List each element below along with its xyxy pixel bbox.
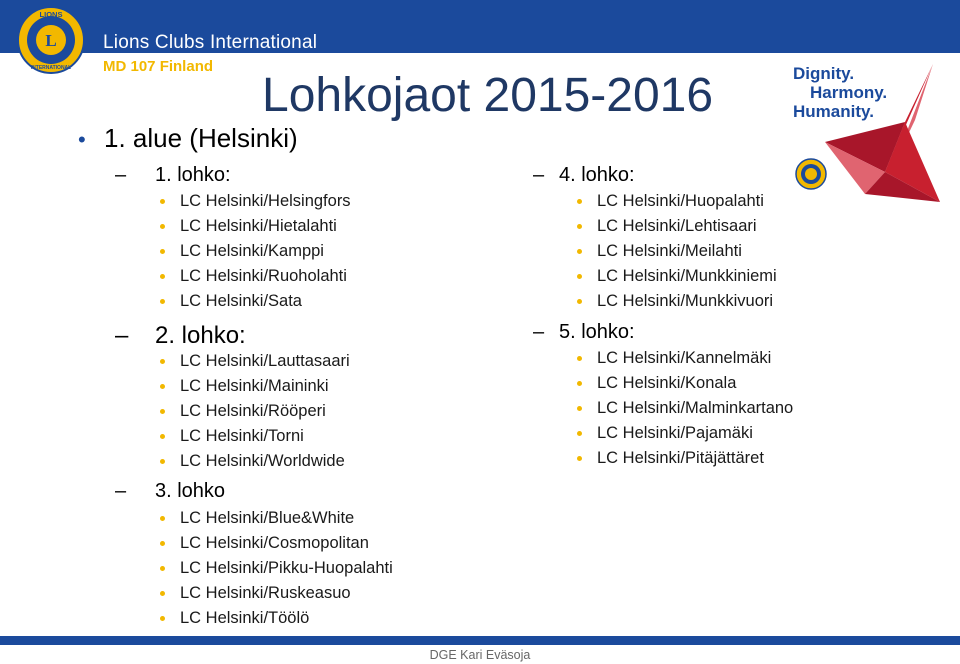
list-item: LC Helsinki/Blue&White xyxy=(180,506,393,531)
club-list xyxy=(597,346,793,471)
block-heading: – 2. lohko: xyxy=(115,322,246,349)
list-item: LC Helsinki/Ruoholahti xyxy=(180,264,351,289)
list-item: LC Helsinki/Pitäjättäret xyxy=(597,446,793,471)
list-item: LC Helsinki/Meilahti xyxy=(597,239,777,264)
list-item: LC Helsinki/Kannelmäki xyxy=(597,346,793,371)
list-item: LC Helsinki/Lehtisaari xyxy=(597,214,777,239)
list-item: LC Helsinki/Ruskeasuo xyxy=(180,581,393,606)
org-district: MD 107 Finland xyxy=(103,58,214,75)
motto xyxy=(793,64,887,121)
slide-title: Lohkojaot 2015-2016 xyxy=(262,69,714,122)
list-item: LC Helsinki/Munkkivuori xyxy=(597,289,777,314)
lions-logo-icon xyxy=(16,5,86,75)
block-heading: – 4. lohko: xyxy=(533,164,635,186)
block-heading: – 5. lohko: xyxy=(533,321,635,343)
logo-text: LIONS xyxy=(39,10,63,19)
list-item: LC Helsinki/Maininki xyxy=(180,374,350,399)
small-lions-emblem-icon xyxy=(795,158,827,190)
club-list xyxy=(180,349,350,474)
block-heading: – 1. lohko: xyxy=(115,164,231,186)
bullet-icon: • xyxy=(78,127,86,152)
block-heading: – 3. lohko xyxy=(115,480,226,502)
list-item: LC Helsinki/Pikku-Huopalahti xyxy=(180,556,393,581)
list-item: LC Helsinki/Munkkiniemi xyxy=(597,264,777,289)
list-item: LC Helsinki/Lauttasaari xyxy=(180,349,350,374)
list-item: LC Helsinki/Konala xyxy=(597,371,793,396)
list-item: LC Helsinki/Malminkartano xyxy=(597,396,793,421)
list-item: LC Helsinki/Kamppi xyxy=(180,239,351,264)
footer-band xyxy=(0,636,960,645)
footer-text: DGE Kari Eväsoja xyxy=(429,648,531,662)
logo-sub: INTERNATIONAL xyxy=(30,65,72,71)
list-item: LC Helsinki/Helsingfors xyxy=(180,189,351,214)
club-list xyxy=(180,506,393,631)
list-item: LC Helsinki/Huopalahti xyxy=(597,189,777,214)
list-item: LC Helsinki/Rööperi xyxy=(180,399,350,424)
club-list xyxy=(180,189,351,314)
list-item: LC Helsinki/Torni xyxy=(180,424,350,449)
list-item: LC Helsinki/Pajamäki xyxy=(597,421,793,446)
list-item: LC Helsinki/Cosmopolitan xyxy=(180,531,393,556)
list-item: LC Helsinki/Worldwide xyxy=(180,449,350,474)
motto-line: Humanity. xyxy=(793,102,874,121)
list-item: LC Helsinki/Hietalahti xyxy=(180,214,351,239)
org-name: Lions Clubs International xyxy=(103,32,318,53)
list-item: LC Helsinki/Sata xyxy=(180,289,351,314)
logo-letter: L xyxy=(45,31,57,50)
club-list xyxy=(597,189,777,314)
motto-line: Dignity. xyxy=(793,64,855,83)
motto-line: Harmony. xyxy=(810,83,888,102)
list-item: LC Helsinki/Töölö xyxy=(180,606,393,631)
